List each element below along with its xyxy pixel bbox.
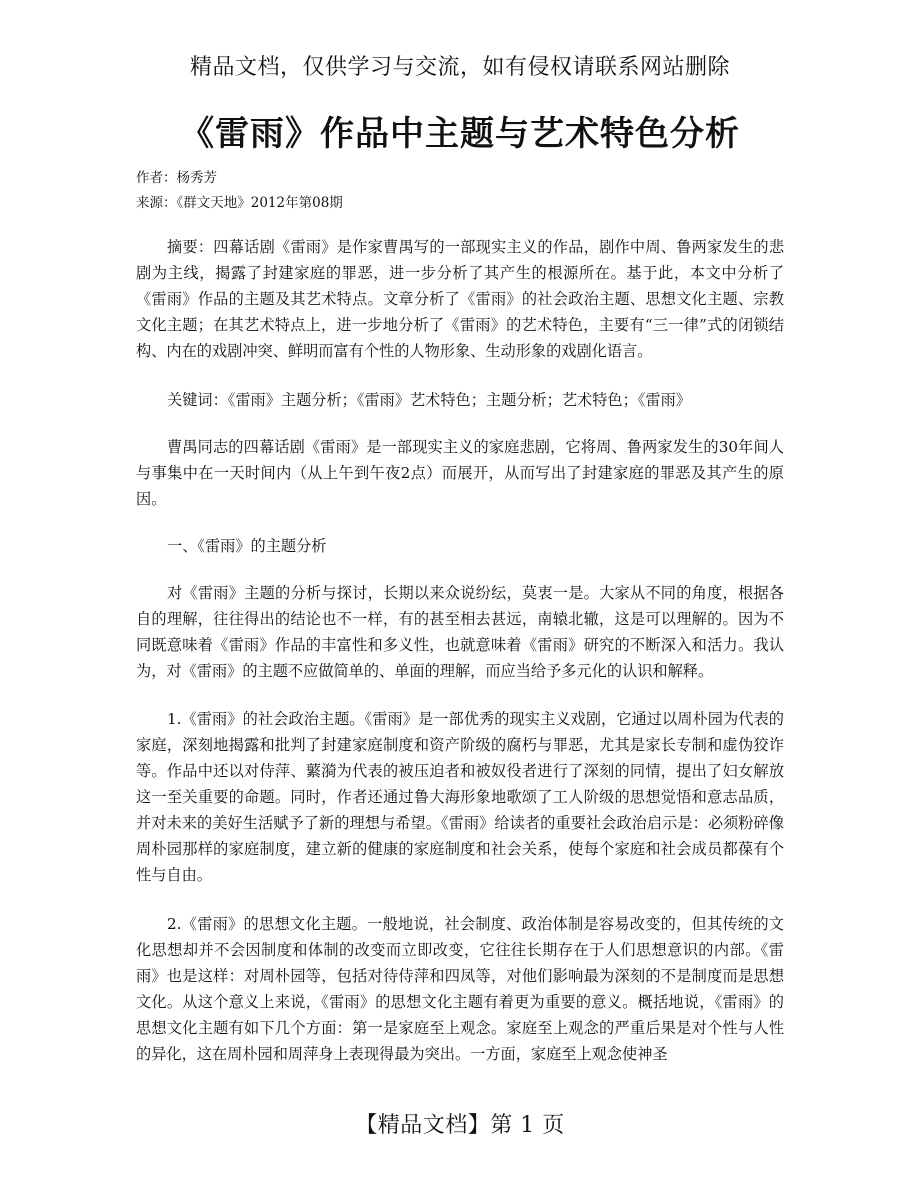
theme-item-2-paragraph: 2.《雷雨》的思想文化主题。一般地说，社会制度、政治体制是容易改变的，但其传统的文化思想却并不会因制度和体制的改变而立即改变，它往往长期存在于人们思想意识的内部。《雷雨》也是这样：对周朴园等，包括对待侍萍和四凤等，对他们影响最为深刻的不是制度而是思想文化。从这个意义上来说，《雷雨》的思想文化主题有着更为重要的意义。概括地说，《雷雨》的思想文化主题有如下几个方面：第一是家庭至上观念。家庭至上观念的严重后果是对个性与人性的异化，这在周朴园和周萍身上表现得最为突出。一方面，家庭至上观念使神圣 [136, 915, 784, 1063]
source-line: 来源：《群文天地》2012年第08期 [136, 195, 343, 211]
theme-item-1-paragraph: 1.《雷雨》的社会政治主题。《雷雨》是一部优秀的现实主义戏剧，它通过以周朴园为代表的家庭，深刻地揭露和批判了封建家庭制度和资产阶级的腐朽与罪恶，尤其是家长专制和虚伪狡诈等。作品中还以对侍萍、蘩漪为代表的被压迫者和被奴役者进行了深刻的同情，提出了妇女解放这一至关重要的命题。同时，作者还通过鲁大海形象地歌颂了工人阶级的思想觉悟和意志品质，并对未来的美好生活赋予了新的理想与希望。《雷雨》给读者的重要社会政治启示是：必须粉碎像周朴园那样的家庭制度，建立新的健康的家庭制度和社会关系，使每个家庭和社会成员都葆有个性与自由。 [136, 710, 784, 884]
keywords-paragraph: 关键词：《雷雨》主题分析；《雷雨》艺术特色；主题分析；艺术特色；《雷雨》 [167, 391, 691, 409]
abstract-paragraph: 摘要：四幕话剧《雷雨》是作家曹禺写的一部现实主义的作品，剧作中周、鲁两家发生的悲剧为主线，揭露了封建家庭的罪恶，进一步分析了其产生的根源所在。基于此，本文中分析了《雷雨》作品的主题及其艺术特点。文章分析了《雷雨》的社会政治主题、思想文化主题、宗教文化主题；在其艺术特点上，进一步地分析了《雷雨》的艺术特色，主要有“三一律”式的闭锁结构、内在的戏剧冲突、鲜明而富有个性的人物形象、生动形象的戏剧化语言。 [136, 238, 784, 360]
page-footer: 【精品文档】第 1 页 [355, 1113, 565, 1138]
watermark-header: 精品文档，仅供学习与交流，如有侵权请联系网站删除 [189, 55, 730, 80]
section-heading: 一、《雷雨》的主题分析 [167, 537, 327, 555]
article-title: 《雷雨》作品中主题与艺术特色分析 [180, 114, 740, 154]
author-line: 作者：杨秀芳 [136, 170, 217, 186]
section-body-paragraph: 对《雷雨》主题的分析与探讨，长期以来众说纷纭，莫衷一是。大家从不同的角度，根据各自的理解，往往得出的结论也不一样，有的甚至相去甚远，南辕北辙，这是可以理解的。因为不同既意味着《雷雨》作品的丰富性和多义性，也就意味着《雷雨》研究的不断深入和活力。我认为，对《雷雨》的主题不应做简单的、单面的理解，而应当给予多元化的认识和解释。 [136, 584, 784, 680]
intro-paragraph: 曹禺同志的四幕话剧《雷雨》是一部现实主义的家庭悲剧，它将周、鲁两家发生的30年间人与事集中在一天时间内（从上午到午夜2点）而展开，从而写出了封建家庭的罪恶及其产生的原因。 [136, 438, 784, 508]
